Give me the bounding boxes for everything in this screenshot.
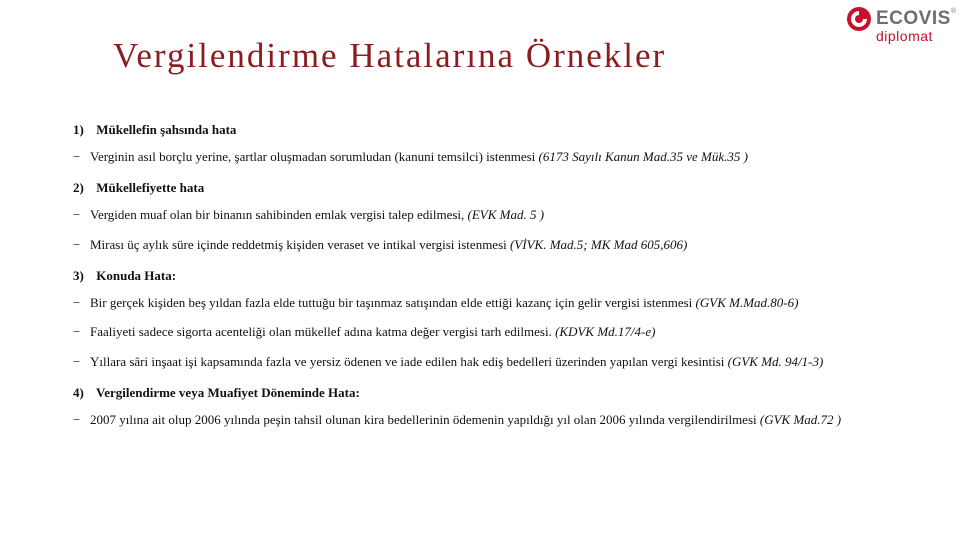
section-heading (73, 177, 893, 196)
item-text: Yıllara sâri inşaat işi kapsamında fazla ve yersiz ödenen ve iade edilen hak ediş bedelleri üzerinden yapılan vergi kesintisi (90, 354, 728, 369)
dash-bullet: − (73, 354, 81, 369)
item-reference: (EVK Mad. 5 ) (467, 207, 545, 222)
section-heading (73, 119, 893, 138)
item-text: Vergiden muaf olan bir binanın sahibinden emlak vergisi talep edilmesi, (90, 207, 468, 222)
page-title: Vergilendirme Hatalarına Örnekler (113, 36, 667, 75)
dash-bullet: − (73, 207, 81, 222)
dash-bullet: − (73, 324, 81, 339)
logo-subtitle: diplomat (876, 28, 933, 44)
logo-brand (876, 8, 956, 30)
section-heading-text: Mükellefiyette hata (96, 180, 205, 195)
item-reference: (6173 Sayılı Kanun Mad.35 ve Mük.35 ) (538, 149, 748, 164)
section-2 (73, 177, 893, 199)
list-item (73, 354, 890, 370)
registered-mark: ® (950, 7, 957, 15)
list-item (73, 237, 893, 259)
item-text: Faaliyeti sadece sigorta acenteliği olan mükellef adına katma değer vergisi tarh edilmesi. (90, 324, 556, 339)
item-text: Verginin asıl borçlu yerine, şartlar oluşmadan sorumludan (kanuni temsilci) istenmesi (90, 149, 539, 164)
item-reference: (VİVK. Mad.5; MK Mad 605,606) (510, 237, 688, 252)
section-number: 4) (73, 385, 84, 400)
item-reference: (KDVK Md.17/4-e) (555, 324, 656, 339)
item-text: Bir gerçek kişiden beş yıldan fazla elde tuttuğu bir taşınmaz satışından elde ettiği kazanç için gelir vergisi istenmesi (90, 295, 696, 310)
section-1 (73, 119, 893, 141)
list-item (73, 149, 893, 171)
dash-bullet: − (73, 149, 81, 164)
dash-bullet: − (73, 237, 81, 252)
list-item (73, 324, 893, 346)
list-item (73, 412, 880, 428)
item-reference: (GVK Mad.72 ) (759, 412, 842, 427)
section-number: 1) (73, 122, 84, 137)
logo-brand-text: ECOVIS (876, 8, 951, 29)
section-heading-text: Konuda Hata: (96, 268, 177, 283)
ecovis-logo-icon (846, 6, 872, 32)
content-list (73, 119, 893, 428)
section-4 (73, 382, 893, 404)
section-number: 2) (73, 180, 84, 195)
dash-bullet: − (73, 295, 81, 310)
dash-bullet: − (73, 412, 81, 427)
list-item (73, 207, 893, 229)
list-item (73, 295, 850, 311)
section-number: 3) (73, 268, 84, 283)
section-heading (73, 265, 893, 284)
section-3 (73, 265, 893, 287)
item-text: Mirası üç aylık süre içinde reddetmiş kişiden veraset ve intikal vergisi istenmesi (90, 237, 510, 252)
item-text: 2007 yılına ait olup 2006 yılında peşin tahsil olunan kira bedellerinin ödemenin yapıldığı yıl olan 2006 yılında vergilendirilmesi (90, 412, 760, 427)
item-reference: (GVK M.Mad.80-6) (695, 295, 799, 310)
section-heading-text: Mükellefin şahsında hata (96, 122, 237, 137)
ecovis-logo (846, 6, 956, 46)
section-heading-text: Vergilendirme veya Muafiyet Döneminde Hata: (96, 385, 360, 400)
section-heading (73, 382, 893, 401)
item-reference: (GVK Md. 94/1-3) (727, 354, 824, 369)
